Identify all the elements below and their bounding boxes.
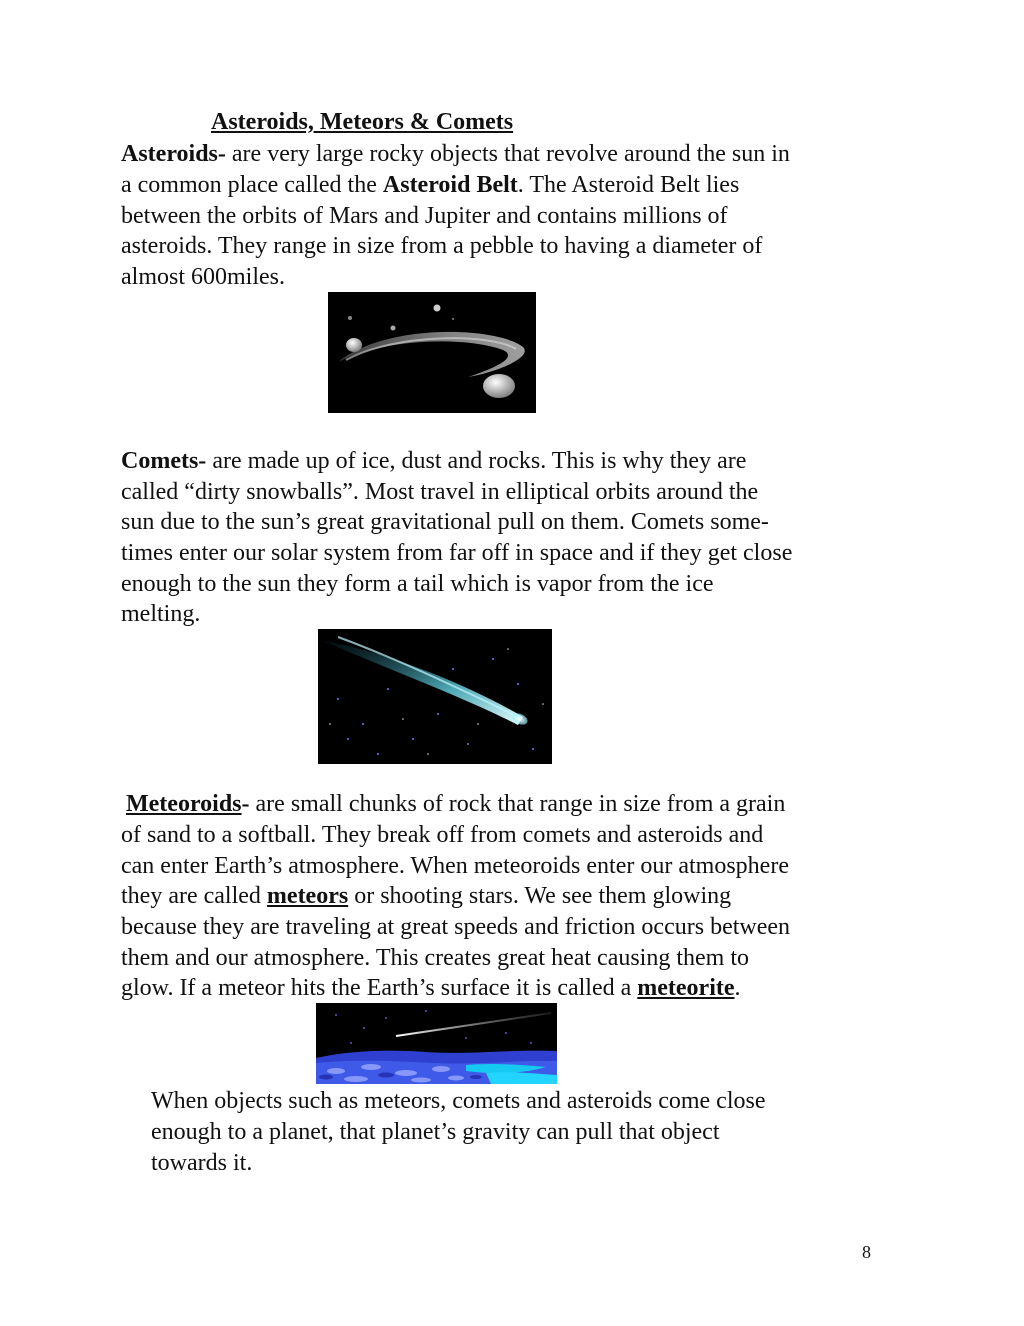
asteroids-line-3: between the orbits of Mars and Jupiter and contains millions of [121,203,728,229]
comets-line-6: melting. [121,601,201,627]
asteroids-text-2c: . The Asteroid Belt lies [517,172,740,198]
meteoroids-dash: - [241,791,250,817]
gravity-line-2: enough to a planet, that planet’s gravity can pull that object [151,1119,720,1145]
asteroids-line-2 [121,170,739,201]
comets-text-1: are made up of ice, dust and rocks. This is why they are [206,448,747,474]
meteoroids-line-4 [121,881,731,912]
page-number: 8 [862,1242,871,1262]
meteoroids-text-7a: glow. If a meteor hits the Earth’s surface it is called a [121,975,638,1001]
meteors-term: meteors [266,883,349,909]
meteoroids-line-1 [126,789,785,820]
meteoroids-term: Meteoroids [126,791,242,817]
asteroid-belt-image [328,292,536,413]
asteroids-line-1 [121,139,790,170]
meteoroids-text-4a: they are called [121,883,267,909]
meteoroids-line-6: them and our atmosphere. This creates great heat causing them to [121,945,750,971]
meteoroids-line-7 [121,973,741,1004]
meteoroids-line-5: because they are traveling at great speeds and friction occurs between [121,914,791,940]
asteroids-text-1: are very large rocky objects that revolve around the sun in [225,141,790,167]
comets-line-4: times enter our solar system from far off in space and if they get close [121,540,793,566]
page-title: Asteroids, Meteors & Comets [211,109,514,135]
asteroids-text-2a: a common place called the [121,172,383,198]
comet-image [318,629,552,764]
asteroids-term: Asteroids- [121,141,226,167]
asteroids-line-5: almost 600miles. [121,264,285,290]
comets-line-5: enough to the sun they form a tail which is vapor from the ice [121,571,714,597]
comets-term: Comets- [121,448,207,474]
meteoroids-line-2: of sand to a softball. They break off from comets and asteroids and [121,822,764,848]
meteorite-term: meteorite [637,975,735,1001]
gravity-line-3: towards it. [151,1150,253,1176]
asteroid-belt-term: Asteroid Belt [382,172,518,198]
meteoroids-line-3: can enter Earth’s atmosphere. When meteoroids enter our atmosphere [121,853,789,879]
comets-line-1 [121,446,746,477]
meteor-image [316,1003,557,1084]
comets-line-3: sun due to the sun’s great gravitational pull on them. Comets some- [121,509,769,535]
asteroids-line-4: asteroids. They range in size from a pebble to having a diameter of [121,233,763,259]
comets-line-2: called “dirty snowballs”. Most travel in elliptical orbits around the [121,479,759,505]
meteoroids-text-7c: . [734,975,741,1001]
meteoroids-text-1: are small chunks of rock that range in size from a grain [249,791,786,817]
meteoroids-text-4c: or shooting stars. We see them glowing [348,883,732,909]
gravity-line-1: When objects such as meteors, comets and asteroids come close [151,1088,766,1114]
